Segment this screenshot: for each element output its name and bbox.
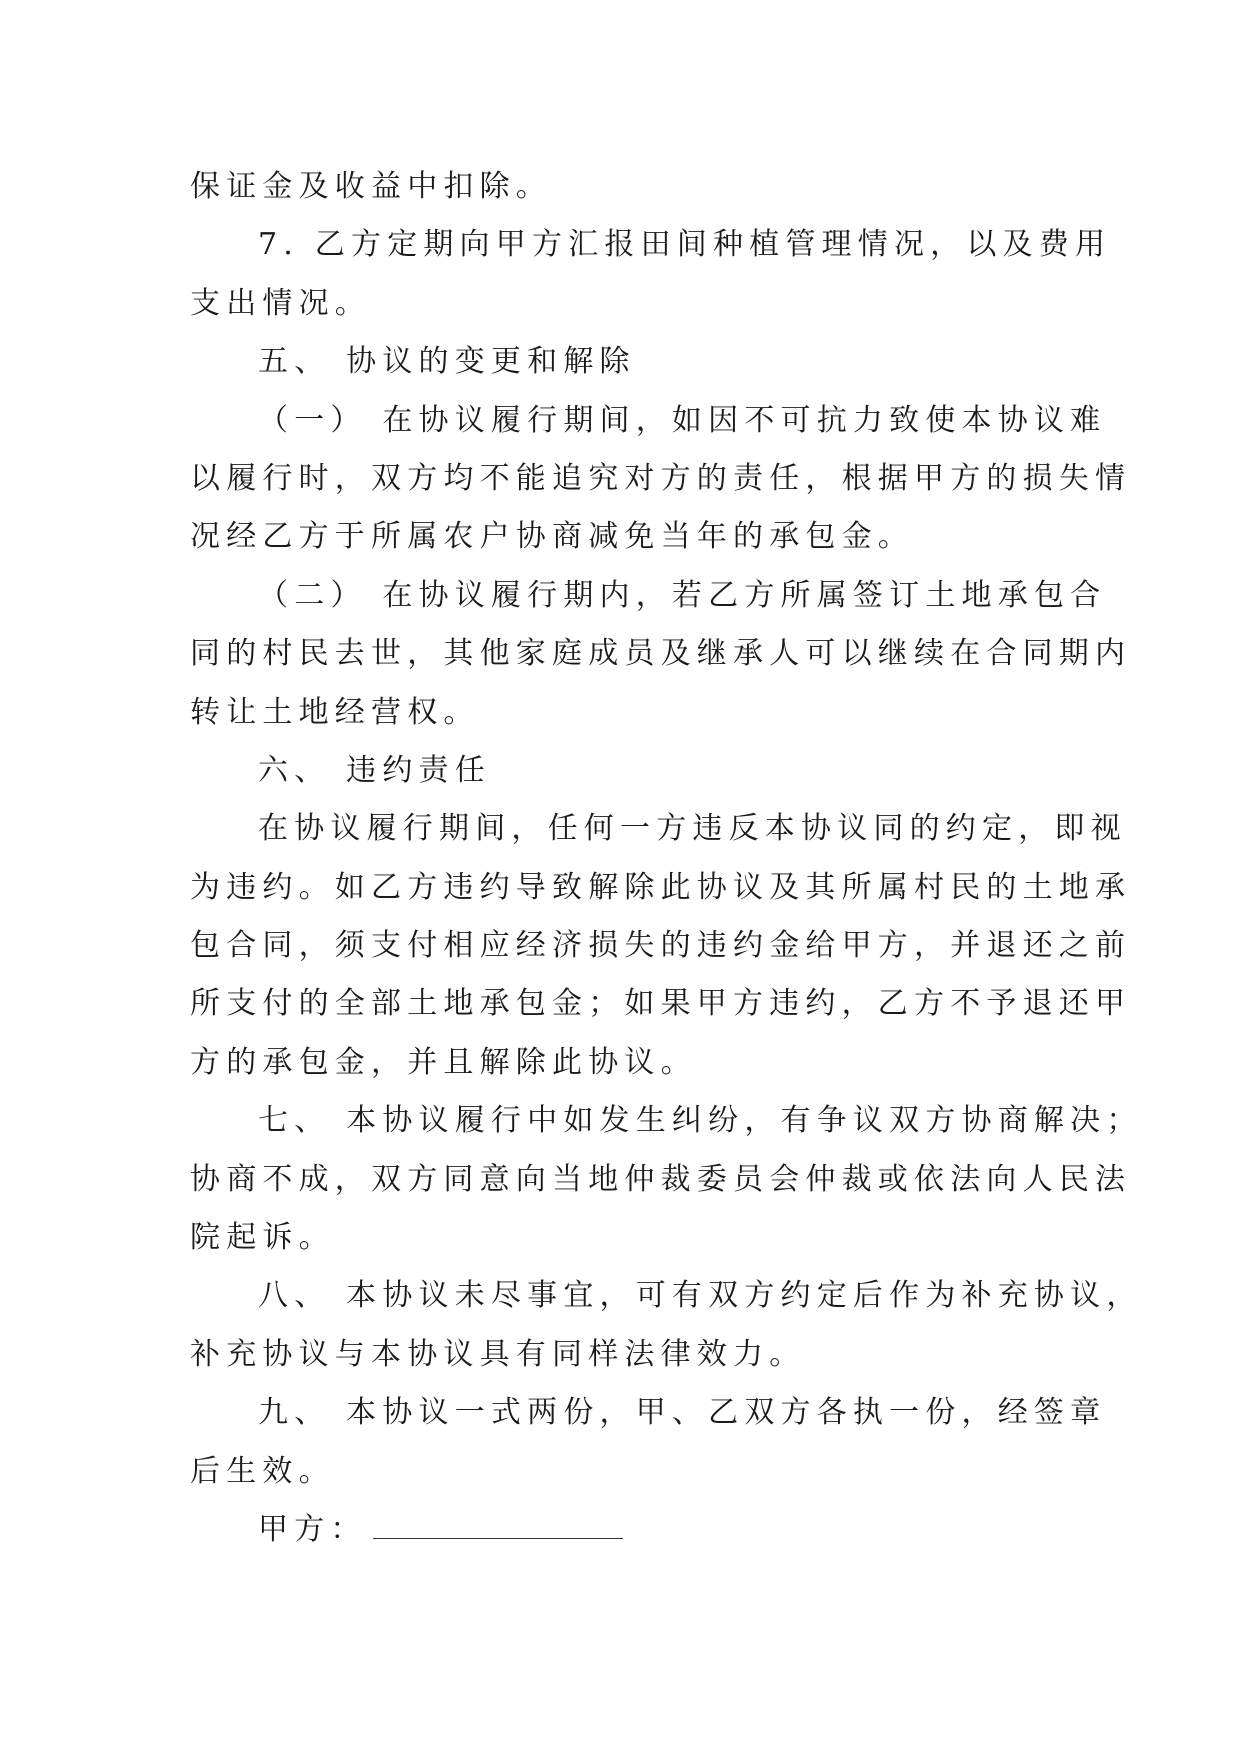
- text-line: 转让土地经营权。: [190, 694, 480, 730]
- text-line: （二） 在协议履行期内，若乙方所属签订土地承包合: [258, 577, 1107, 613]
- text-line: 九、 本协议一式两份，甲、乙双方各执一份，经签章: [258, 1395, 1107, 1431]
- signature-row: [190, 1501, 1050, 1559]
- signature-blank-line[interactable]: [373, 1518, 623, 1539]
- text-line: 协商不成，双方同意向当地仲裁委员会仲裁或依法向人民法: [190, 1161, 1132, 1197]
- section-heading: 六、 违约责任: [258, 752, 491, 788]
- text-line: 在协议履行期间，任何一方违反本协议同的约定，即视: [258, 811, 1127, 847]
- text-line: 7. 乙方定期向甲方汇报田间种植管理情况，以及费用: [258, 227, 1112, 263]
- text-line: 支出情况。: [190, 285, 371, 321]
- text-line: 院起诉。: [190, 1220, 335, 1256]
- text-line: （一） 在协议履行期间，如因不可抗力致使本协议难: [258, 402, 1107, 438]
- text-line: 方的承包金，并且解除此协议。: [190, 1044, 697, 1080]
- text-line: 况经乙方于所属农户协商减免当年的承包金。: [190, 519, 914, 555]
- text-line: 同的村民去世，其他家庭成员及继承人可以继续在合同期内: [190, 636, 1132, 672]
- text-line: 八、 本协议未尽事宜，可有双方约定后作为补充协议，: [258, 1278, 1143, 1314]
- document-body: [190, 158, 1143, 1559]
- text-line: 以履行时，双方均不能追究对方的责任，根据甲方的损失情: [190, 460, 1132, 496]
- text-line: 保证金及收益中扣除。: [190, 169, 552, 204]
- text-line: 后生效。: [190, 1453, 335, 1489]
- text-line: 七、 本协议履行中如发生纠纷，有争议双方协商解决；: [258, 1103, 1143, 1139]
- text-line: 所支付的全部土地承包金；如果甲方违约，乙方不予退还甲: [190, 986, 1132, 1022]
- text-line: 为违约。如乙方违约导致解除此协议及其所属村民的土地承: [190, 869, 1132, 905]
- text-line: 包合同，须支付相应经济损失的违约金给甲方，并退还之前: [190, 928, 1132, 964]
- signature-label: 甲方：: [258, 1511, 367, 1547]
- section-heading: 五、 协议的变更和解除: [258, 344, 636, 380]
- text-line: 补充协议与本协议具有同样法律效力。: [190, 1336, 806, 1372]
